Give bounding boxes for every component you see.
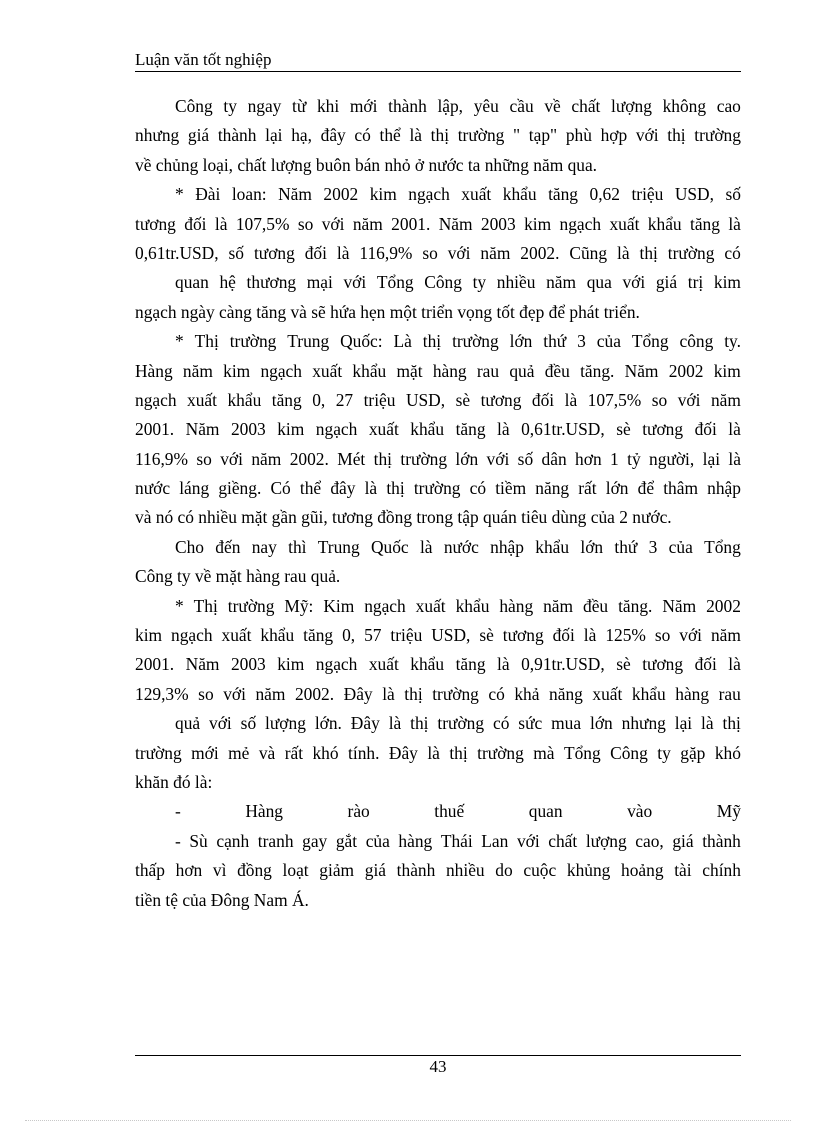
- text-line: 129,3% so với năm 2002. Đây là thị trường có khả năng xuất khẩu hàng rau: [135, 683, 741, 704]
- page-edge-dotted-line: [25, 1120, 791, 1121]
- text-line: tiền tệ của Đông Nam Á.: [135, 889, 309, 910]
- text-line: - Sù cạnh tranh gay gắt của hàng Thái Lan với chất lượng cao, giá thành: [175, 830, 741, 851]
- document-body: [135, 92, 741, 915]
- footer-divider: [135, 1055, 741, 1056]
- text-line: 0,61tr.USD, số tương đối là 116,9% so với năm 2002. Cũng là thị trường có: [135, 242, 741, 263]
- text-line: khăn đó là:: [135, 771, 213, 792]
- header-divider: [135, 71, 741, 72]
- page-number: 43: [429, 1057, 447, 1076]
- text-line: nước láng giềng. Có thể đây là thị trường có tiềm năng rất lớn để thâm nhập: [135, 478, 741, 499]
- text-line: quan hệ thương mại với Tổng Công ty nhiều năm qua với giá trị kim: [175, 272, 741, 293]
- text-line: Cho đến nay thì Trung Quốc là nước nhập khẩu lớn thứ 3 của Tổng: [175, 536, 741, 557]
- text-line: Công ty ngay từ khi mới thành lập, yêu cầu về chất lượng không cao: [175, 96, 741, 116]
- text-line: thấp hơn vì đồng loạt giảm giá thành nhiều do cuộc khủng hoảng tài chính: [135, 860, 741, 881]
- text-line: tương đối là 107,5% so với năm 2001. Năm 2003 kim ngạch xuất khẩu tăng là: [135, 213, 741, 234]
- text-line: * Thị trường Trung Quốc: Là thị trường lớn thứ 3 của Tổng công ty.: [175, 331, 741, 352]
- text-line: * Thị trường Mỹ: Kim ngạch xuất khẩu hàng năm đều tăng. Năm 2002: [175, 595, 741, 616]
- running-header: Luận văn tốt nghiệp: [135, 50, 272, 69]
- text-line: kim ngạch xuất khẩu tăng 0, 57 triệu USD, sè tương đối là 125% so với năm: [135, 625, 741, 646]
- text-line: nhưng giá thành lại hạ, đây có thể là thị trường " tạp" phù hợp với thị trường: [135, 125, 741, 146]
- text-line: Hàng năm kim ngạch xuất khẩu mặt hàng rau quả đều tăng. Năm 2002 kim: [135, 360, 741, 381]
- text-line: Công ty về mặt hàng rau quả.: [135, 566, 341, 587]
- text-line: 2001. Năm 2003 kim ngạch xuất khẩu tăng là 0,91tr.USD, sè tương đối là: [135, 654, 741, 675]
- text-line: trường mới mẻ và rất khó tính. Đây là thị trường mà Tổng Công ty gặp khó: [135, 742, 741, 763]
- text-line: quả với số lượng lớn. Đây là thị trường có sức mua lớn nhưng lại là thị: [175, 713, 741, 734]
- text-line: về chủng loại, chất lượng buôn bán nhỏ ở nước ta những năm qua.: [135, 154, 598, 175]
- text-line: ngạch ngày càng tăng và sẽ hứa hẹn một triển vọng tốt đẹp để phát triển.: [135, 301, 640, 322]
- text-line: ngạch xuất khẩu tăng 0, 27 triệu USD, sè tương đối là 107,5% so với năm: [135, 389, 741, 410]
- text-line: * Đài loan: Năm 2002 kim ngạch xuất khẩu tăng 0,62 triệu USD, số: [175, 184, 741, 205]
- text-line: - Hàng rào thuế quan vào Mỹ: [175, 801, 741, 822]
- text-line: 116,9% so với năm 2002. Mét thị trường lớn với số dân hơn 1 tỷ người, lại là: [135, 448, 741, 469]
- text-line: và nó có nhiều mặt gần gũi, tương đồng trong tập quán tiêu dùng của 2 nước.: [135, 507, 672, 528]
- text-line: 2001. Năm 2003 kim ngạch xuất khẩu tăng là 0,61tr.USD, sè tương đối là: [135, 419, 741, 440]
